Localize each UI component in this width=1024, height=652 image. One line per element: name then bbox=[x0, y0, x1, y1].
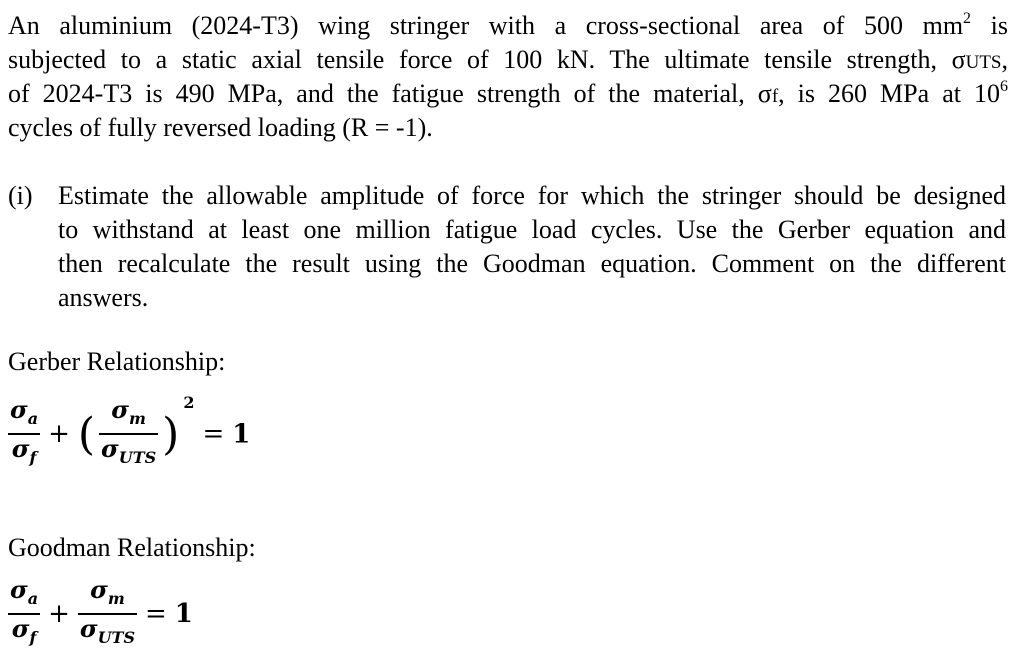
gerber-heading: Gerber Relationship: bbox=[8, 347, 226, 376]
fraction-sa-sf: $\frac{\sigma_a}{\sigma_f}$ bbox=[10, 395, 39, 468]
question-line: then recalculate the result using the Goodman equation. Comment on the different bbox=[58, 249, 1006, 278]
equals-sign: = bbox=[145, 599, 167, 629]
exponent: 2 bbox=[183, 393, 195, 412]
statement-line-4: cycles of fully reversed loading (R = -1). bbox=[8, 113, 433, 142]
rhs-one: 1 bbox=[232, 419, 251, 450]
left-paren: ( bbox=[77, 408, 96, 460]
question-line: Estimate the allowable amplitude of force for which the stringer should be designed bbox=[58, 181, 1006, 210]
right-paren: ) bbox=[162, 408, 180, 460]
gerber-equation bbox=[8, 393, 250, 472]
goodman-equation bbox=[8, 576, 193, 652]
question-line: to withstand at least one million fatigue load cycles. Use the Gerber equation and bbox=[58, 215, 1006, 244]
statement-line-1: An aluminium (2024-T3) wing stringer with a cross-sectional area of 500 $mm^2$ is bbox=[8, 10, 1008, 40]
question-body bbox=[58, 179, 1006, 315]
question-number: (i) bbox=[8, 181, 33, 210]
plus-sign: + bbox=[48, 599, 70, 629]
question-line: answers. bbox=[58, 283, 149, 312]
rhs-one: 1 bbox=[174, 599, 193, 629]
statement-line-3: of 2024-T3 is 490 MPa, and the fatigue strength of the material, σf, is 260 MPa at $10^6$ bbox=[8, 78, 1008, 108]
plus-sign: + bbox=[48, 419, 70, 450]
fraction-sm-suts: $\frac{\sigma_m}{\sigma_{UTS}}$ bbox=[79, 575, 135, 647]
fraction-sm-suts: $\frac{\sigma_m}{\sigma_{UTS}}$ bbox=[101, 395, 157, 468]
equals-sign: = bbox=[202, 419, 225, 450]
goodman-heading: Goodman Relationship: bbox=[8, 533, 256, 562]
fraction-sa-sf: $\frac{\sigma_a}{\sigma_f}$ bbox=[10, 575, 39, 647]
statement-line-2: subjected to a static axial tensile force of 100 kN. The ultimate tensile strength, σUTS, bbox=[8, 45, 1008, 74]
problem-statement bbox=[8, 9, 1008, 145]
